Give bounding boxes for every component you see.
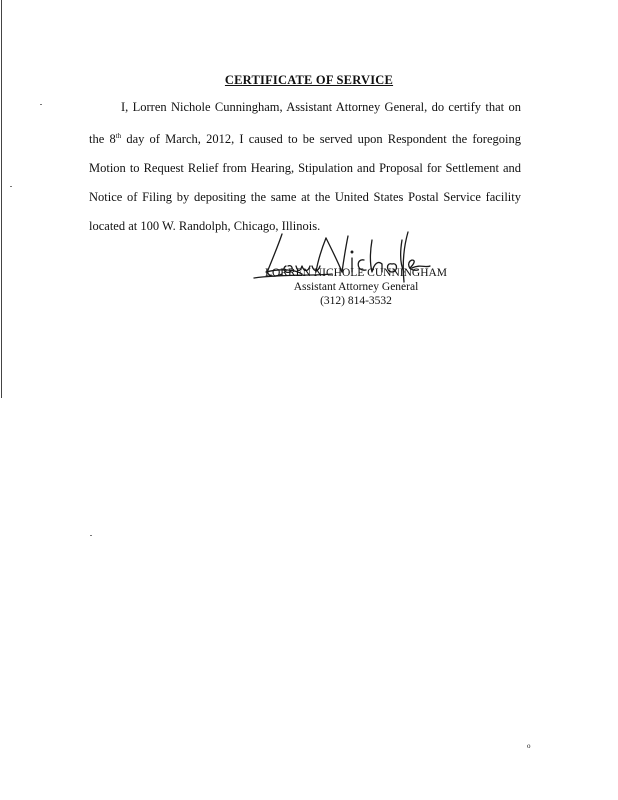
page-mark: o bbox=[527, 742, 531, 750]
signer-title: Assistant Attorney General bbox=[293, 281, 419, 293]
scan-speck bbox=[90, 535, 92, 536]
body-text-rest: day of March, 2012, I caused to be served upon Respondent the foregoing Motion to Request Relief from Hearing, Stipulation and Proposal for Settlement and Notice of Filing by depositing the same at the United States Postal Service facility located at 100 W. Randolph, Chicago, Illinois. bbox=[89, 132, 521, 234]
scan-speck bbox=[40, 104, 42, 105]
signer-phone: (312) 814-3532 bbox=[320, 295, 392, 307]
body-text-start: I, Lorren Nichole Cunningham, Assistant Attorney General, do certify that on the 8 bbox=[89, 100, 521, 147]
left-margin-rule bbox=[1, 0, 2, 398]
certificate-body bbox=[89, 93, 521, 241]
scan-speck bbox=[10, 186, 12, 187]
signature-block bbox=[256, 266, 456, 308]
ordinal-suffix: th bbox=[115, 132, 122, 140]
signer-name: LORREN NICHOLE CUNNINGHAM bbox=[264, 267, 448, 279]
certificate-title: CERTIFICATE OF SERVICE bbox=[224, 73, 394, 87]
